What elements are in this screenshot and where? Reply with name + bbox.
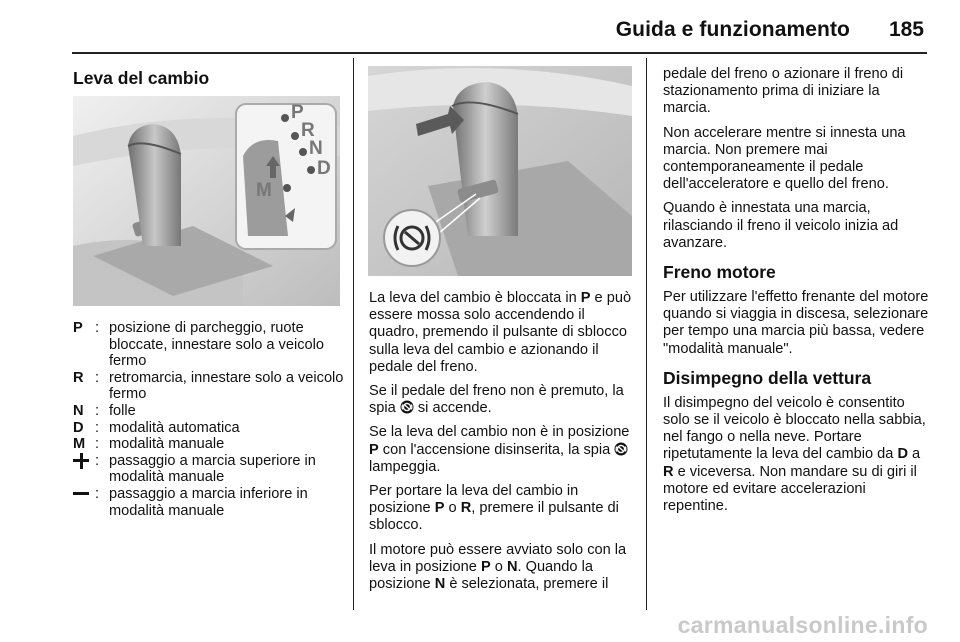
legend-key: N bbox=[73, 402, 84, 419]
paragraph: La leva del cambio è bloccata in P e può essere mossa solo accendendo il quadro, premendo il pulsante di sblocco sulla leva del cambio e azionando il pedale del freno. bbox=[369, 290, 632, 375]
paragraph: pedale del freno o azionare il freno di stazionamento prima di iniziare la marcia. bbox=[663, 66, 904, 117]
legend-key: M bbox=[73, 436, 86, 453]
legend-key: D bbox=[73, 419, 84, 436]
paragraph: Per portare la leva del cambio in posizione P o R, premere il pulsante di sblocco. bbox=[369, 483, 619, 534]
legend-row-plus: : passaggio a marcia superiore in modalità manuale bbox=[73, 453, 345, 486]
page-number: 185 bbox=[888, 18, 924, 41]
figure-label-p: P bbox=[291, 102, 304, 123]
legend-row-m: M : modalità manuale bbox=[73, 436, 345, 453]
legend-desc: passaggio a marcia superiore in modalità manuale bbox=[109, 452, 316, 486]
minus-icon bbox=[73, 486, 89, 502]
page-header-title: Guida e funzionamento bbox=[615, 18, 850, 41]
legend-row-r: R : retromarcia, innestare solo a veicolo fermo bbox=[73, 369, 344, 403]
legend-key: P bbox=[73, 320, 83, 336]
legend-desc: modalità automatica bbox=[109, 419, 240, 436]
legend-desc: folle bbox=[109, 402, 136, 419]
figure-label-r: R bbox=[301, 120, 315, 141]
figure-label-m: M bbox=[256, 180, 272, 201]
section-title-leva-del-cambio: Leva del cambio bbox=[73, 68, 210, 88]
legend-desc: passaggio a marcia inferiore in modalità manuale bbox=[109, 485, 308, 519]
legend-desc: modalità manuale bbox=[109, 436, 225, 453]
brake-warning-icon bbox=[400, 400, 414, 414]
figure-label-d: D bbox=[317, 158, 331, 179]
watermark: carmanualsonline.info bbox=[677, 612, 928, 638]
brake-warning-icon bbox=[614, 442, 628, 456]
section-title-disimpegno: Disimpegno della vettura bbox=[663, 367, 872, 388]
right-column-text bbox=[663, 66, 931, 522]
shift-lock-figure bbox=[368, 66, 632, 276]
section-title-freno-motore: Freno motore bbox=[663, 262, 776, 283]
paragraph: Non accelerare mentre si innesta una marcia. Non premere mai contemporaneamente il pedale dell'acceleratore e quello del freno. bbox=[663, 124, 906, 193]
paragraph: Per utilizzare l'effetto frenante del motore quando si viaggia in discesa, selezionare per tempo una marcia più bassa, vedere "modalità manuale". bbox=[663, 289, 929, 357]
header-rule bbox=[72, 52, 927, 54]
legend-row-d: D : modalità automatica bbox=[73, 420, 345, 437]
paragraph: Se la leva del cambio non è in posizione P con l'accensione disinserita, la spia lampeggia. bbox=[369, 424, 630, 475]
middle-column-text bbox=[369, 290, 637, 600]
paragraph: Il motore può essere avviato solo con la leva in posizione P o N. Quando la posizione N è selezionata, premere il bbox=[369, 541, 627, 593]
gear-position-legend bbox=[73, 320, 345, 519]
legend-row-n: N : folle bbox=[73, 403, 345, 420]
legend-desc: retromarcia, innestare solo a veicolo fermo bbox=[109, 369, 344, 403]
plus-icon bbox=[73, 453, 89, 469]
paragraph: Quando è innestata una marcia, rilasciando il freno il veicolo inizia ad avanzare. bbox=[663, 200, 899, 251]
paragraph: Se il pedale del freno non è premuto, la spia si accende. bbox=[369, 383, 624, 417]
column-divider bbox=[646, 58, 647, 610]
legend-row-minus: : passaggio a marcia inferiore in modalità manuale bbox=[73, 486, 345, 519]
gear-lever-figure bbox=[73, 96, 340, 306]
legend-row-p: P : posizione di parcheggio, ruote bloccate, innestare solo a veicolo fermo bbox=[73, 320, 345, 370]
figure-label-n: N bbox=[309, 138, 323, 159]
column-divider bbox=[353, 58, 354, 610]
legend-key: R bbox=[73, 369, 84, 386]
legend-desc: posizione di parcheggio, ruote bloccate, innestare solo a veicolo fermo bbox=[109, 320, 324, 370]
paragraph: Il disimpegno del veicolo è consentito solo se il veicolo è bloccato nella sabbia, nel fango o nella neve. Portare ripetutamente la leva del cambio da D a R e viceversa. Non mandare su di giri il motore ed evitare accelerazioni repentine. bbox=[663, 394, 926, 515]
